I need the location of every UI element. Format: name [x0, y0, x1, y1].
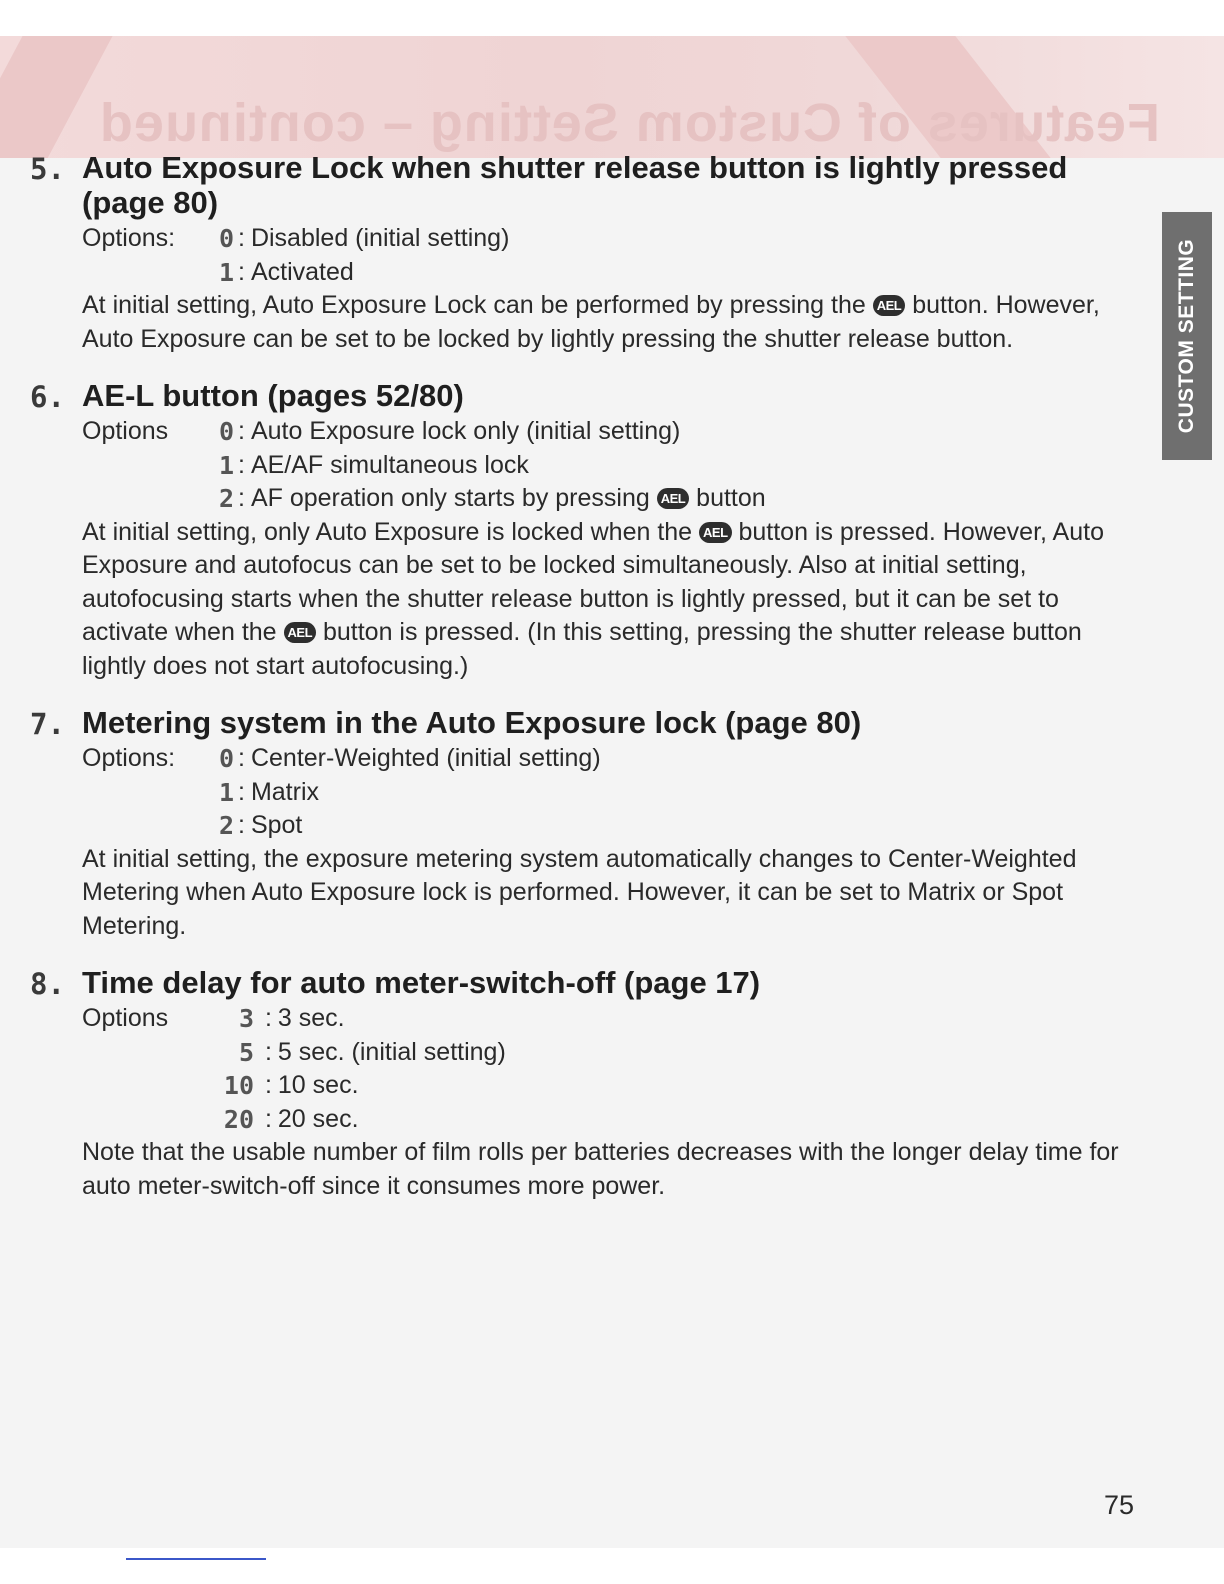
option-row: Options 3 : 3 sec.: [82, 1002, 1150, 1036]
option-row: 1 : Matrix: [82, 776, 1150, 810]
option-text: AE/AF simultaneous lock: [250, 450, 529, 479]
option-text: 3 sec.: [277, 1004, 345, 1032]
custom-setting-tab: [1162, 212, 1212, 460]
option-row: 2 : Spot: [82, 809, 1150, 843]
ael-button-icon: AEL: [699, 522, 732, 543]
option-row: Options: 0 : Center-Weighted (initial setting): [82, 742, 1150, 776]
option-code: 1: [218, 257, 234, 287]
options-label: Options: [82, 417, 169, 445]
option-text: Activated: [250, 257, 354, 286]
section-number: 7.: [30, 707, 65, 741]
option-code: 0: [218, 224, 234, 253]
section-6: [30, 378, 1150, 683]
option-text: AF operation only starts by pressing AEL button: [250, 484, 766, 512]
section-title: AE-L button (pages 52/80): [82, 378, 464, 413]
page-number: 75: [1104, 1490, 1135, 1520]
option-text: Auto Exposure lock only (initial setting): [250, 417, 681, 445]
side-tab-label: CUSTOM SETTING: [1175, 238, 1198, 434]
footer-rule: [126, 1558, 266, 1560]
section-title-line2: (page 80): [82, 185, 219, 220]
option-code: 0: [218, 417, 234, 446]
section-description: At initial setting, only Auto Exposure is locked when the AEL button is pressed. However, Auto Exposure and autofocus can be set to be locked simultaneously. Also at initial setting, autofocusing starts when the shutter release button is lightly pressed, but it can be set to activate when the AEL button is pressed. (In this setting, pressing the shutter release button lightly does not start autofocusing.): [82, 517, 1104, 680]
options-label: Options: [82, 1004, 169, 1032]
option-text: 10 sec.: [277, 1071, 359, 1099]
option-row: 2 : AF operation only starts by pressing AEL button: [82, 482, 1150, 516]
section-title-line1: Auto Exposure Lock when shutter release button is lightly pressed: [82, 150, 1068, 185]
option-code: 10: [223, 1071, 254, 1100]
ael-button-icon: AEL: [873, 295, 906, 316]
option-row: 1 : AE/AF simultaneous lock: [82, 449, 1150, 483]
ael-button-icon: AEL: [657, 488, 690, 509]
section-title: [82, 150, 1150, 220]
option-row: 5 : 5 sec. (initial setting): [82, 1036, 1150, 1070]
section-description: At initial setting, Auto Exposure Lock can be performed by pressing the AEL button. However, Auto Exposure can be set to be locked by lightly pressing the shutter release button.: [82, 291, 1100, 353]
section-title: Metering system in the Auto Exposure lock (page 80): [82, 705, 862, 740]
option-text: Center-Weighted (initial setting): [250, 744, 601, 772]
option-code: 0: [218, 744, 234, 773]
section-8: [30, 965, 1150, 1203]
option-code: 1: [218, 777, 234, 807]
option-row: 20 : 20 sec.: [82, 1103, 1150, 1137]
option-row: 1 : Activated: [82, 256, 1150, 290]
options-label: Options:: [82, 744, 176, 772]
header-banner: [0, 36, 1224, 158]
section-number: 5.: [30, 152, 65, 186]
section-description: Note that the usable number of film rolls per batteries decreases with the longer delay time for auto meter-switch-off since it consumes more power.: [82, 1138, 1119, 1200]
option-code: 1: [218, 450, 234, 480]
section-description: At initial setting, the exposure metering system automatically changes to Center-Weighted Metering when Auto Exposure lock is performed. However, it can be set to Matrix or Spot Metering.: [82, 844, 1077, 940]
option-text: 20 sec.: [277, 1104, 359, 1133]
option-row: Options: 0 : Disabled (initial setting): [82, 222, 1150, 256]
option-code: 2: [218, 484, 234, 513]
option-text: Disabled (initial setting): [250, 224, 510, 252]
banner-title-showthrough: Features of Custom Setting – continued: [98, 93, 1160, 153]
option-text: Spot: [250, 811, 303, 839]
section-number: 6.: [30, 380, 65, 414]
option-code: 20: [223, 1104, 254, 1134]
options-label: Options:: [82, 224, 176, 252]
option-code: 3: [238, 1004, 254, 1033]
option-row: 10 : 10 sec.: [82, 1069, 1150, 1103]
option-code: 5: [238, 1037, 254, 1067]
section-number: 8.: [30, 967, 65, 1001]
option-text: 5 sec. (initial setting): [277, 1037, 506, 1066]
main-content: [30, 150, 1150, 1225]
section-5: [30, 150, 1150, 356]
section-title: Time delay for auto meter-switch-off (page 17): [82, 965, 761, 1000]
option-text: Matrix: [250, 777, 320, 806]
ael-button-icon: AEL: [284, 622, 317, 643]
section-7: [30, 705, 1150, 943]
option-row: Options 0 : Auto Exposure lock only (initial setting): [82, 415, 1150, 449]
option-code: 2: [218, 811, 234, 840]
